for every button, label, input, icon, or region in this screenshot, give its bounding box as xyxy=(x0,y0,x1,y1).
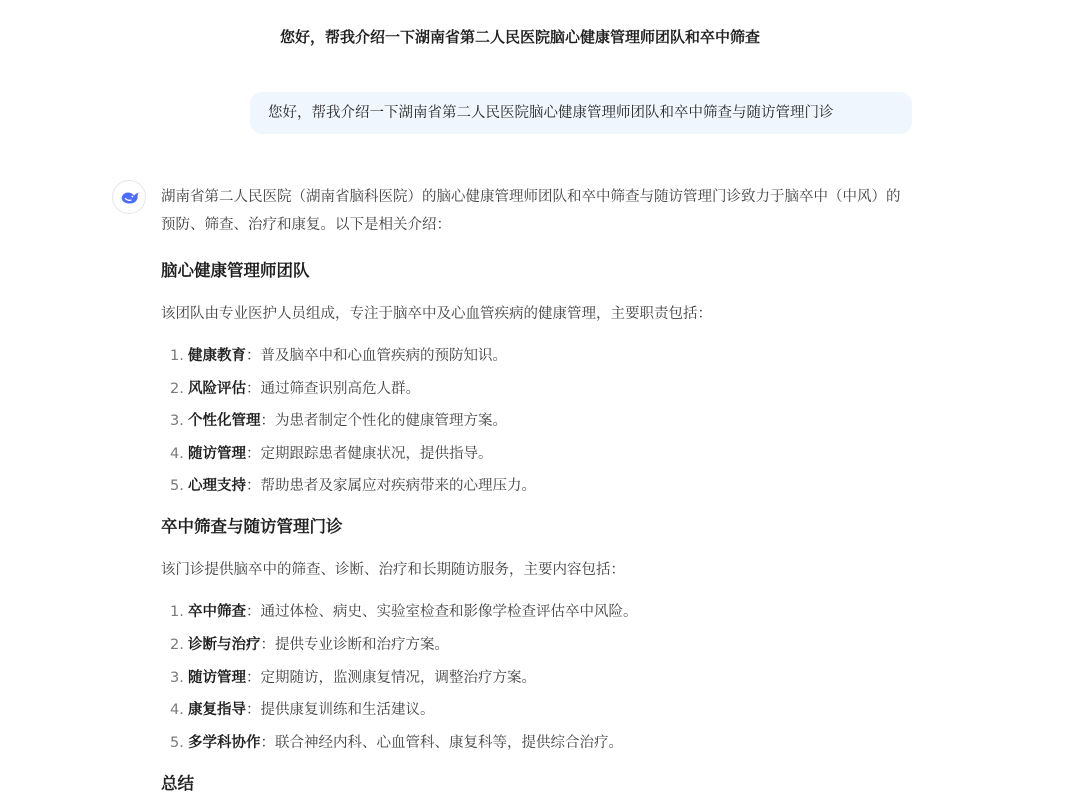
list-item-text: ：通过筛查识别高危人群。 xyxy=(246,380,420,397)
list-item xyxy=(161,378,906,400)
list-item xyxy=(161,345,906,367)
list-item-text: ：定期随访，监测康复情况，调整治疗方案。 xyxy=(246,669,536,686)
user-message-bubble: 您好，帮我介绍一下湖南省第二人民医院脑心健康管理师团队和卒中筛查与随访管理门诊 xyxy=(250,92,912,134)
section-heading-clinic: 卒中筛查与随访管理门诊 xyxy=(161,517,343,537)
list-item xyxy=(161,634,906,656)
section-heading-team: 脑心健康管理师团队 xyxy=(161,261,310,280)
list-item-title: 随访管理 xyxy=(188,445,246,462)
list-number: 4. xyxy=(170,445,184,462)
list-item xyxy=(161,732,906,754)
list-item-title: 随访管理 xyxy=(188,669,246,686)
list-item-title: 康复指导 xyxy=(188,702,246,719)
whale-logo-icon xyxy=(113,187,145,209)
list-number: 4. xyxy=(170,702,184,719)
response-intro: 湖南省第二人民医院（湖南省脑科医院）的脑心健康管理师团队和卒中筛查与随访管理门诊致力于脑卒中（中风）的预防、筛查、治疗和康复。以下是相关介绍： xyxy=(161,189,901,233)
list-number: 2. xyxy=(170,380,184,397)
list-item xyxy=(161,601,906,623)
section-clinic-paragraph: 该门诊提供脑卒中的筛查、诊断、治疗和长期随访服务，主要内容包括： xyxy=(161,562,625,579)
list-number: 3. xyxy=(170,669,184,686)
list-item-title: 卒中筛查 xyxy=(188,604,246,621)
list-item-title: 健康教育 xyxy=(188,348,246,364)
team-duties-list xyxy=(161,345,906,497)
list-item xyxy=(161,699,906,721)
list-number: 1. xyxy=(170,604,184,621)
list-item xyxy=(161,410,906,432)
section-team-paragraph: 该团队由专业医护人员组成，专注于脑卒中及心血管疾病的健康管理，主要职责包括： xyxy=(161,306,712,322)
clinic-services-list xyxy=(161,601,906,753)
list-number: 5. xyxy=(170,478,184,495)
list-number: 5. xyxy=(170,734,184,751)
list-item-text: ：普及脑卒中和心血管疾病的预防知识。 xyxy=(246,348,507,364)
list-number: 2. xyxy=(170,636,184,653)
list-item xyxy=(161,667,906,689)
assistant-response xyxy=(161,183,906,794)
assistant-avatar xyxy=(112,180,146,214)
list-item xyxy=(161,443,906,465)
list-item-title: 心理支持 xyxy=(188,478,246,495)
list-item-title: 风险评估 xyxy=(188,380,246,397)
conversation-title: 您好，帮我介绍一下湖南省第二人民医院脑心健康管理师团队和卒中筛查 xyxy=(279,28,760,46)
section-heading-summary: 总结 xyxy=(161,773,194,793)
list-item-text: ：通过体检、病史、实验室检查和影像学检查评估卒中风险。 xyxy=(246,604,638,621)
list-item-text: ：帮助患者及家属应对疾病带来的心理压力。 xyxy=(246,478,536,495)
list-item-text: ：提供康复训练和生活建议。 xyxy=(246,702,435,719)
list-item-text: ：定期跟踪患者健康状况，提供指导。 xyxy=(246,445,493,462)
list-number: 1. xyxy=(170,348,184,364)
list-item-text: ：为患者制定个性化的健康管理方案。 xyxy=(260,413,507,430)
list-number: 3. xyxy=(170,413,184,430)
list-item-title: 诊断与治疗 xyxy=(188,636,261,653)
list-item-title: 多学科协作 xyxy=(188,734,261,751)
list-item-title: 个性化管理 xyxy=(188,413,261,430)
list-item-text: ：提供专业诊断和治疗方案。 xyxy=(260,636,449,653)
list-item-text: ：联合神经内科、心血管科、康复科等，提供综合治疗。 xyxy=(260,734,623,751)
list-item xyxy=(161,475,906,497)
